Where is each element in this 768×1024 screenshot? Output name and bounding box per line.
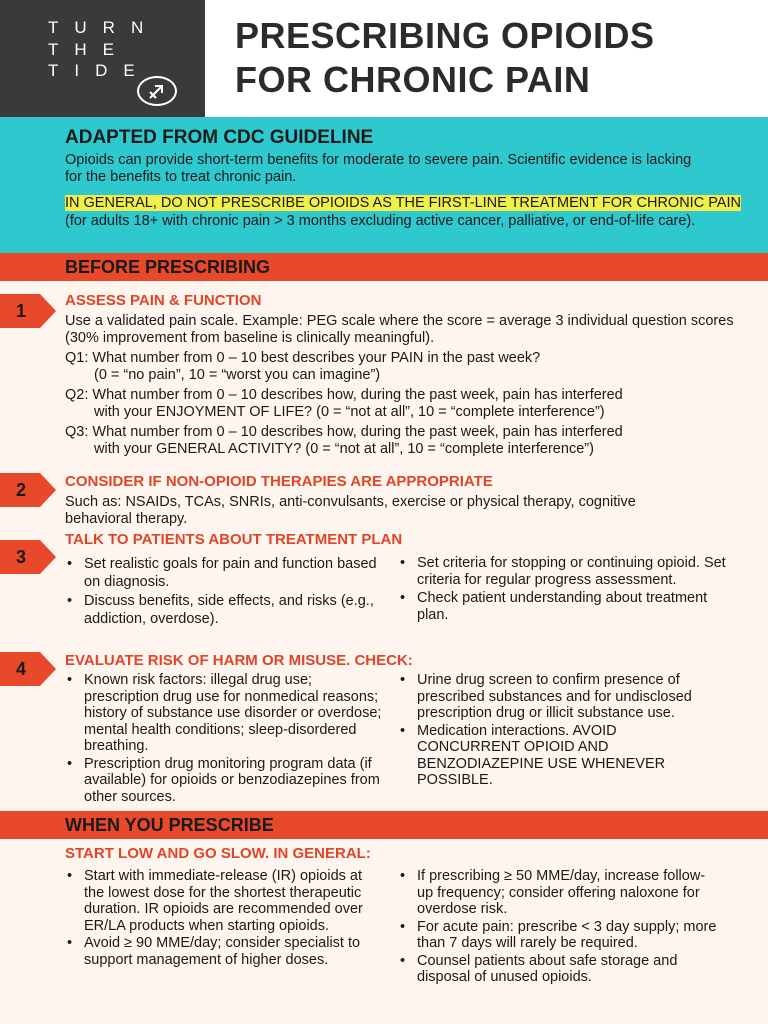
list-item: • Set realistic goals for pain and function based on diagnosis. (65, 555, 385, 591)
intro-heading: ADAPTED FROM CDC GUIDELINE (65, 127, 374, 148)
when-right-list (398, 868, 718, 987)
question-3 (65, 424, 745, 458)
question-1-line-1: Q1: What number from 0 – 10 best describes your PAIN in the past week? (65, 350, 541, 366)
step-4-heading: EVALUATE RISK OF HARM OR MISUSE. CHECK: (65, 652, 413, 669)
logo-line-3: TIDE (48, 61, 151, 80)
list-item: • Avoid ≥ 90 MME/day; consider specialist to support management of higher doses. (65, 935, 385, 968)
step-2-text: Such as: NSAIDs, TCAs, SNRIs, anti-convulsants, exercise or physical therapy, cognitive behavioral therapy. (65, 494, 636, 527)
step-2-heading: CONSIDER IF NON-OPIOID THERAPIES ARE APPROPRIATE (65, 473, 493, 490)
list-item: • Urine drug screen to confirm presence of prescribed substances and for undisclosed prescription drug or illicit substance use. (398, 672, 718, 722)
question-2 (65, 387, 745, 421)
when-you-prescribe-title: WHEN YOU PRESCRIBE (65, 815, 274, 835)
logo-line-1: TURN (48, 18, 160, 37)
before-prescribing-band (0, 253, 768, 281)
step-2-marker (0, 473, 56, 507)
step-1-text: Use a validated pain scale. Example: PEG scale where the score = average 3 individual question scores (30% improvement from baseline is clinically meaningful). (65, 313, 734, 346)
step-4-marker (0, 652, 56, 686)
before-prescribing-title: BEFORE PRESCRIBING (65, 257, 271, 277)
step-3-number: 3 (16, 547, 27, 567)
intro-highlight-rest: (for adults 18+ with chronic pain > 3 months excluding active cancer, palliative, or end-of-life care). (65, 213, 696, 229)
step-1-heading: ASSESS PAIN & FUNCTION (65, 292, 262, 309)
intro-panel (0, 117, 768, 253)
list-item: • For acute pain: prescribe < 3 day supply; more than 7 days will rarely be required. (398, 919, 718, 952)
list-item: • Discuss benefits, side effects, and risks (e.g., addiction, overdose). (65, 592, 385, 628)
turn-the-tide-logo (0, 0, 205, 117)
step-2-number: 2 (16, 480, 27, 500)
page-title (235, 14, 655, 102)
list-item: • Prescription drug monitoring program data (if available) for opioids or benzodiazepines from other sources. (65, 756, 385, 806)
question-2-line-2: with your ENJOYMENT OF LIFE? (0 = “not at all”, 10 = “complete interference”) (94, 404, 605, 420)
list-item: • Set criteria for stopping or continuing opioid. Set criteria for regular progress assessment. (398, 555, 728, 589)
list-item: • If prescribing ≥ 50 MME/day, increase follow-up frequency; consider offering naloxone for overdose risk. (398, 868, 718, 918)
list-item: • Counsel patients about safe storage and disposal of unused opioids. (398, 953, 718, 986)
step-3-left-list (65, 555, 385, 629)
when-left-list (65, 868, 385, 969)
intro-highlight: IN GENERAL, DO NOT PRESCRIBE OPIOIDS AS THE FIRST-LINE TREATMENT FOR CHRONIC PAIN (65, 195, 741, 211)
intro-text: Opioids can provide short-term benefits for moderate to severe pain. Scientific evidence is lacking for the benefits to treat chronic pain. (65, 152, 692, 185)
step-1-marker (0, 294, 56, 328)
question-1-line-2: (0 = “no pain”, 10 = “worst you can imagine”) (94, 367, 381, 383)
logo-line-2: THE (48, 40, 130, 59)
list-item: • Known risk factors: illegal drug use; prescription drug use for nonmedical reasons; history of substance use disorder or overdose; mental health conditions; sleep-disordered breathing. (65, 672, 385, 755)
title-line-2: FOR CHRONIC PAIN (235, 59, 591, 100)
step-4-right-list (398, 672, 718, 790)
question-1 (65, 350, 745, 384)
question-2-line-1: Q2: What number from 0 – 10 describes how, during the past week, pain has interfered (65, 387, 623, 403)
question-3-line-2: with your GENERAL ACTIVITY? (0 = “not at all”, 10 = “complete interference”) (94, 441, 594, 457)
question-3-line-1: Q3: What number from 0 – 10 describes how, during the past week, pain has interfered (65, 424, 623, 440)
step-4-left-list (65, 672, 385, 806)
step-3-heading: TALK TO PATIENTS ABOUT TREATMENT PLAN (65, 531, 403, 548)
list-item: • Start with immediate-release (IR) opioids at the lowest dose for the shortest therapeutic duration. IR opioids are recommended over ER/LA products when starting opioids. (65, 868, 385, 934)
step-1-number: 1 (16, 301, 27, 321)
step-4-number: 4 (16, 659, 27, 679)
header (0, 0, 768, 117)
step-3-right-list (398, 555, 728, 625)
arrow-badge-icon (137, 76, 177, 106)
when-heading: START LOW AND GO SLOW. IN GENERAL: (65, 845, 371, 862)
title-line-1: PRESCRIBING OPIOIDS (235, 15, 655, 56)
step-3-marker (0, 540, 56, 574)
when-you-prescribe-band (0, 811, 768, 839)
intro-recommendation (65, 194, 745, 230)
list-item: • Medication interactions. AVOID CONCURRENT OPIOID AND BENZODIAZEPINE USE WHENEVER POSSIBLE. (398, 723, 718, 789)
list-item: • Check patient understanding about treatment plan. (398, 590, 728, 624)
